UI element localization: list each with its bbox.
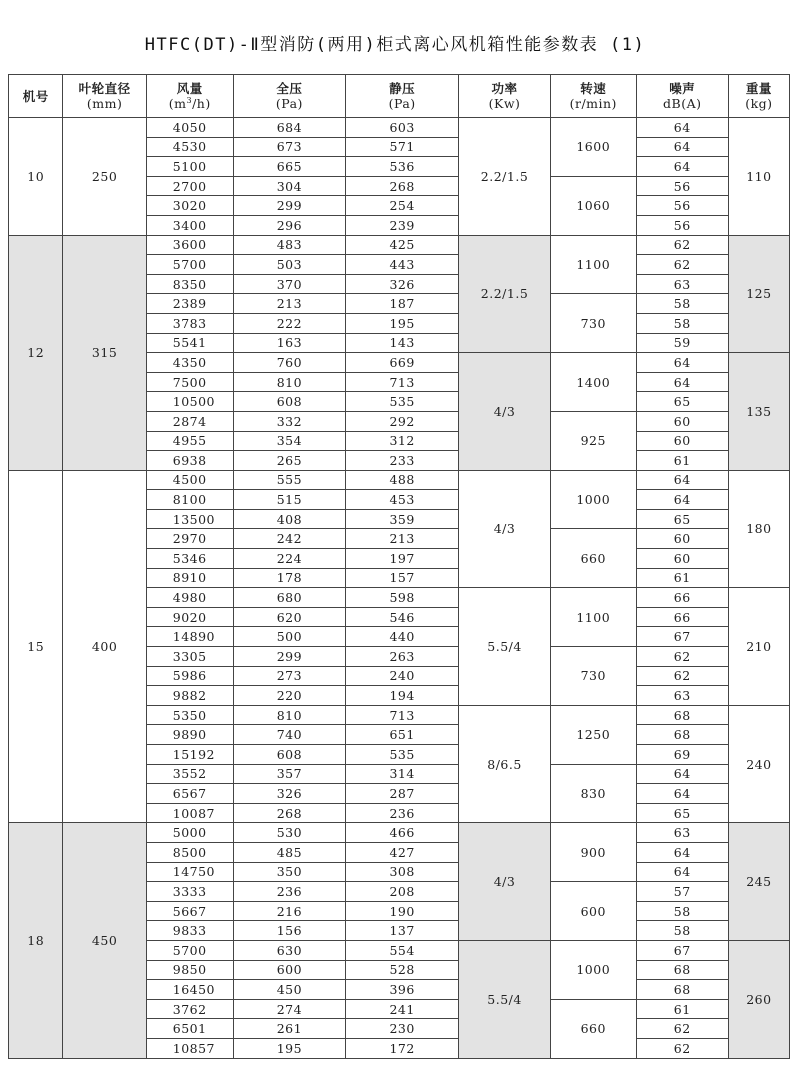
static-pressure-cell: 427 [346,842,459,862]
noise-cell: 60 [636,529,728,549]
static-pressure-cell: 535 [346,392,459,412]
air-volume-cell: 9850 [146,960,233,980]
noise-cell: 62 [636,666,728,686]
header-total-pressure: 全压 (Pa) [233,75,345,118]
total-pressure-cell: 213 [233,294,345,314]
air-volume-cell: 8910 [146,568,233,588]
static-pressure-cell: 598 [346,588,459,608]
noise-cell: 68 [636,980,728,1000]
machine-no-cell: 10 [9,118,63,236]
air-volume-cell: 5346 [146,549,233,569]
static-pressure-cell: 172 [346,1038,459,1058]
noise-cell: 64 [636,137,728,157]
static-pressure-cell: 554 [346,940,459,960]
header-weight: 重量 (kg) [728,75,789,118]
weight-cell: 245 [728,823,789,941]
static-pressure-cell: 190 [346,901,459,921]
static-pressure-cell: 488 [346,470,459,490]
static-pressure-cell: 230 [346,1019,459,1039]
air-volume-cell: 14890 [146,627,233,647]
static-pressure-cell: 236 [346,803,459,823]
total-pressure-cell: 220 [233,686,345,706]
noise-cell: 64 [636,118,728,138]
air-volume-cell: 3783 [146,313,233,333]
total-pressure-cell: 530 [233,823,345,843]
noise-cell: 68 [636,725,728,745]
static-pressure-cell: 195 [346,313,459,333]
air-volume-cell: 2700 [146,176,233,196]
noise-cell: 62 [636,255,728,275]
header-noise: 噪声 dB(A) [636,75,728,118]
total-pressure-cell: 299 [233,647,345,667]
speed-cell: 1250 [550,705,636,764]
air-volume-cell: 3305 [146,647,233,667]
total-pressure-cell: 265 [233,451,345,471]
noise-cell: 67 [636,940,728,960]
static-pressure-cell: 571 [346,137,459,157]
impeller-diameter-cell: 450 [63,823,146,1058]
total-pressure-cell: 608 [233,392,345,412]
static-pressure-cell: 669 [346,353,459,373]
static-pressure-cell: 651 [346,725,459,745]
air-volume-cell: 3600 [146,235,233,255]
total-pressure-cell: 760 [233,353,345,373]
static-pressure-cell: 453 [346,490,459,510]
power-cell: 5.5/4 [459,588,551,706]
air-volume-cell: 3333 [146,882,233,902]
air-volume-cell: 9890 [146,725,233,745]
total-pressure-cell: 273 [233,666,345,686]
air-volume-cell: 10500 [146,392,233,412]
total-pressure-cell: 236 [233,882,345,902]
noise-cell: 64 [636,353,728,373]
air-volume-cell: 4500 [146,470,233,490]
noise-cell: 64 [636,862,728,882]
power-cell: 5.5/4 [459,940,551,1058]
weight-cell: 210 [728,588,789,706]
total-pressure-cell: 810 [233,705,345,725]
total-pressure-cell: 684 [233,118,345,138]
air-volume-cell: 7500 [146,372,233,392]
static-pressure-cell: 137 [346,921,459,941]
air-volume-cell: 3762 [146,999,233,1019]
static-pressure-cell: 287 [346,784,459,804]
static-pressure-cell: 233 [346,451,459,471]
table-row [9,118,790,138]
machine-no-cell: 12 [9,235,63,470]
noise-cell: 66 [636,588,728,608]
header-row [9,75,790,118]
noise-cell: 64 [636,842,728,862]
noise-cell: 66 [636,607,728,627]
total-pressure-cell: 810 [233,372,345,392]
noise-cell: 64 [636,157,728,177]
static-pressure-cell: 197 [346,549,459,569]
noise-cell: 58 [636,901,728,921]
power-cell: 8/6.5 [459,705,551,823]
air-volume-cell: 8100 [146,490,233,510]
air-volume-cell: 10857 [146,1038,233,1058]
noise-cell: 62 [636,1019,728,1039]
static-pressure-cell: 292 [346,411,459,431]
static-pressure-cell: 312 [346,431,459,451]
static-pressure-cell: 239 [346,215,459,235]
static-pressure-cell: 263 [346,647,459,667]
total-pressure-cell: 332 [233,411,345,431]
air-volume-cell: 5541 [146,333,233,353]
air-volume-cell: 5000 [146,823,233,843]
machine-no-cell: 18 [9,823,63,1058]
total-pressure-cell: 485 [233,842,345,862]
speed-cell: 660 [550,529,636,588]
noise-cell: 63 [636,274,728,294]
air-volume-cell: 3552 [146,764,233,784]
speed-cell: 730 [550,647,636,706]
total-pressure-cell: 620 [233,607,345,627]
air-volume-cell: 5700 [146,940,233,960]
air-volume-cell: 9020 [146,607,233,627]
performance-table [8,74,790,1059]
air-volume-cell: 4050 [146,118,233,138]
static-pressure-cell: 425 [346,235,459,255]
weight-cell: 260 [728,940,789,1058]
air-volume-cell: 5100 [146,157,233,177]
speed-cell: 1060 [550,176,636,235]
noise-cell: 58 [636,294,728,314]
static-pressure-cell: 528 [346,960,459,980]
total-pressure-cell: 408 [233,509,345,529]
speed-cell: 730 [550,294,636,353]
static-pressure-cell: 240 [346,666,459,686]
static-pressure-cell: 440 [346,627,459,647]
air-volume-cell: 5700 [146,255,233,275]
weight-cell: 135 [728,353,789,471]
header-static-pressure: 静压 (Pa) [346,75,459,118]
noise-cell: 56 [636,196,728,216]
total-pressure-cell: 673 [233,137,345,157]
noise-cell: 65 [636,509,728,529]
noise-cell: 60 [636,411,728,431]
air-volume-cell: 6938 [146,451,233,471]
speed-cell: 925 [550,411,636,470]
total-pressure-cell: 665 [233,157,345,177]
table-row [9,470,790,490]
noise-cell: 63 [636,823,728,843]
total-pressure-cell: 600 [233,960,345,980]
static-pressure-cell: 443 [346,255,459,275]
total-pressure-cell: 450 [233,980,345,1000]
noise-cell: 62 [636,1038,728,1058]
static-pressure-cell: 213 [346,529,459,549]
weight-cell: 110 [728,118,789,236]
static-pressure-cell: 143 [346,333,459,353]
total-pressure-cell: 216 [233,901,345,921]
total-pressure-cell: 299 [233,196,345,216]
air-volume-cell: 4980 [146,588,233,608]
total-pressure-cell: 163 [233,333,345,353]
air-volume-cell: 5986 [146,666,233,686]
total-pressure-cell: 608 [233,745,345,765]
noise-cell: 56 [636,215,728,235]
noise-cell: 62 [636,647,728,667]
static-pressure-cell: 359 [346,509,459,529]
air-volume-cell: 3020 [146,196,233,216]
total-pressure-cell: 630 [233,940,345,960]
total-pressure-cell: 326 [233,784,345,804]
static-pressure-cell: 466 [346,823,459,843]
noise-cell: 56 [636,176,728,196]
air-volume-cell: 4955 [146,431,233,451]
header-machine-no: 机号 [9,75,63,118]
speed-cell: 830 [550,764,636,823]
air-volume-cell: 6567 [146,784,233,804]
total-pressure-cell: 350 [233,862,345,882]
air-volume-cell: 2970 [146,529,233,549]
noise-cell: 64 [636,764,728,784]
air-volume-cell: 15192 [146,745,233,765]
total-pressure-cell: 304 [233,176,345,196]
static-pressure-cell: 268 [346,176,459,196]
speed-cell: 1600 [550,118,636,177]
total-pressure-cell: 261 [233,1019,345,1039]
static-pressure-cell: 713 [346,705,459,725]
speed-cell: 600 [550,882,636,941]
header-impeller-diameter: 叶轮直径 (mm) [63,75,146,118]
weight-cell: 180 [728,470,789,588]
noise-cell: 64 [636,470,728,490]
speed-cell: 1000 [550,470,636,529]
noise-cell: 61 [636,568,728,588]
power-cell: 4/3 [459,470,551,588]
speed-cell: 660 [550,999,636,1058]
static-pressure-cell: 254 [346,196,459,216]
impeller-diameter-cell: 250 [63,118,146,236]
air-volume-cell: 5350 [146,705,233,725]
noise-cell: 67 [636,627,728,647]
noise-cell: 64 [636,372,728,392]
noise-cell: 59 [636,333,728,353]
air-volume-cell: 9882 [146,686,233,706]
noise-cell: 64 [636,490,728,510]
noise-cell: 60 [636,549,728,569]
total-pressure-cell: 354 [233,431,345,451]
total-pressure-cell: 222 [233,313,345,333]
power-cell: 2.2/1.5 [459,235,551,353]
noise-cell: 58 [636,313,728,333]
static-pressure-cell: 546 [346,607,459,627]
table-row [9,235,790,255]
air-volume-cell: 4350 [146,353,233,373]
total-pressure-cell: 740 [233,725,345,745]
static-pressure-cell: 535 [346,745,459,765]
total-pressure-cell: 242 [233,529,345,549]
total-pressure-cell: 503 [233,255,345,275]
header-air-volume: 风量 $(m^3/h)$ [146,75,233,118]
static-pressure-cell: 241 [346,999,459,1019]
page-title: HTFC(DT)-Ⅱ型消防(两用)柜式离心风机箱性能参数表 (1) [144,35,646,55]
air-volume-cell: 8500 [146,842,233,862]
total-pressure-cell: 483 [233,235,345,255]
static-pressure-cell: 603 [346,118,459,138]
table-body [9,118,790,1059]
header-power: 功率 (Kw) [459,75,551,118]
total-pressure-cell: 178 [233,568,345,588]
noise-cell: 57 [636,882,728,902]
total-pressure-cell: 357 [233,764,345,784]
air-volume-cell: 14750 [146,862,233,882]
air-volume-unit: $(m^3/h)$ [168,95,211,111]
power-cell: 4/3 [459,353,551,471]
weight-cell: 125 [728,235,789,353]
air-volume-cell: 2389 [146,294,233,314]
air-volume-cell: 6501 [146,1019,233,1039]
air-volume-cell: 4530 [146,137,233,157]
static-pressure-cell: 713 [346,372,459,392]
impeller-diameter-cell: 400 [63,470,146,823]
total-pressure-cell: 500 [233,627,345,647]
static-pressure-cell: 536 [346,157,459,177]
speed-cell: 900 [550,823,636,882]
noise-cell: 65 [636,803,728,823]
static-pressure-cell: 308 [346,862,459,882]
air-volume-cell: 8350 [146,274,233,294]
power-cell: 4/3 [459,823,551,941]
table-row [9,823,790,843]
air-volume-cell: 5667 [146,901,233,921]
noise-cell: 63 [636,686,728,706]
static-pressure-cell: 187 [346,294,459,314]
static-pressure-cell: 326 [346,274,459,294]
static-pressure-cell: 396 [346,980,459,1000]
header-speed: 转速 (r/min) [550,75,636,118]
total-pressure-cell: 195 [233,1038,345,1058]
noise-cell: 64 [636,784,728,804]
total-pressure-cell: 370 [233,274,345,294]
speed-cell: 1100 [550,588,636,647]
total-pressure-cell: 555 [233,470,345,490]
noise-cell: 58 [636,921,728,941]
total-pressure-cell: 274 [233,999,345,1019]
noise-cell: 69 [636,745,728,765]
air-volume-cell: 2874 [146,411,233,431]
speed-cell: 1400 [550,353,636,412]
air-volume-cell: 9833 [146,921,233,941]
noise-cell: 61 [636,451,728,471]
speed-cell: 1100 [550,235,636,294]
impeller-diameter-cell: 315 [63,235,146,470]
machine-no-cell: 15 [9,470,63,823]
total-pressure-cell: 680 [233,588,345,608]
air-volume-cell: 10087 [146,803,233,823]
noise-cell: 60 [636,431,728,451]
noise-cell: 62 [636,235,728,255]
weight-cell: 240 [728,705,789,823]
speed-cell: 1000 [550,940,636,999]
power-cell: 2.2/1.5 [459,118,551,236]
static-pressure-cell: 194 [346,686,459,706]
static-pressure-cell: 314 [346,764,459,784]
noise-cell: 68 [636,960,728,980]
total-pressure-cell: 156 [233,921,345,941]
total-pressure-cell: 268 [233,803,345,823]
air-volume-cell: 16450 [146,980,233,1000]
noise-cell: 65 [636,392,728,412]
noise-cell: 61 [636,999,728,1019]
noise-cell: 68 [636,705,728,725]
air-volume-cell: 3400 [146,215,233,235]
static-pressure-cell: 157 [346,568,459,588]
total-pressure-cell: 515 [233,490,345,510]
total-pressure-cell: 224 [233,549,345,569]
air-volume-cell: 13500 [146,509,233,529]
static-pressure-cell: 208 [346,882,459,902]
total-pressure-cell: 296 [233,215,345,235]
